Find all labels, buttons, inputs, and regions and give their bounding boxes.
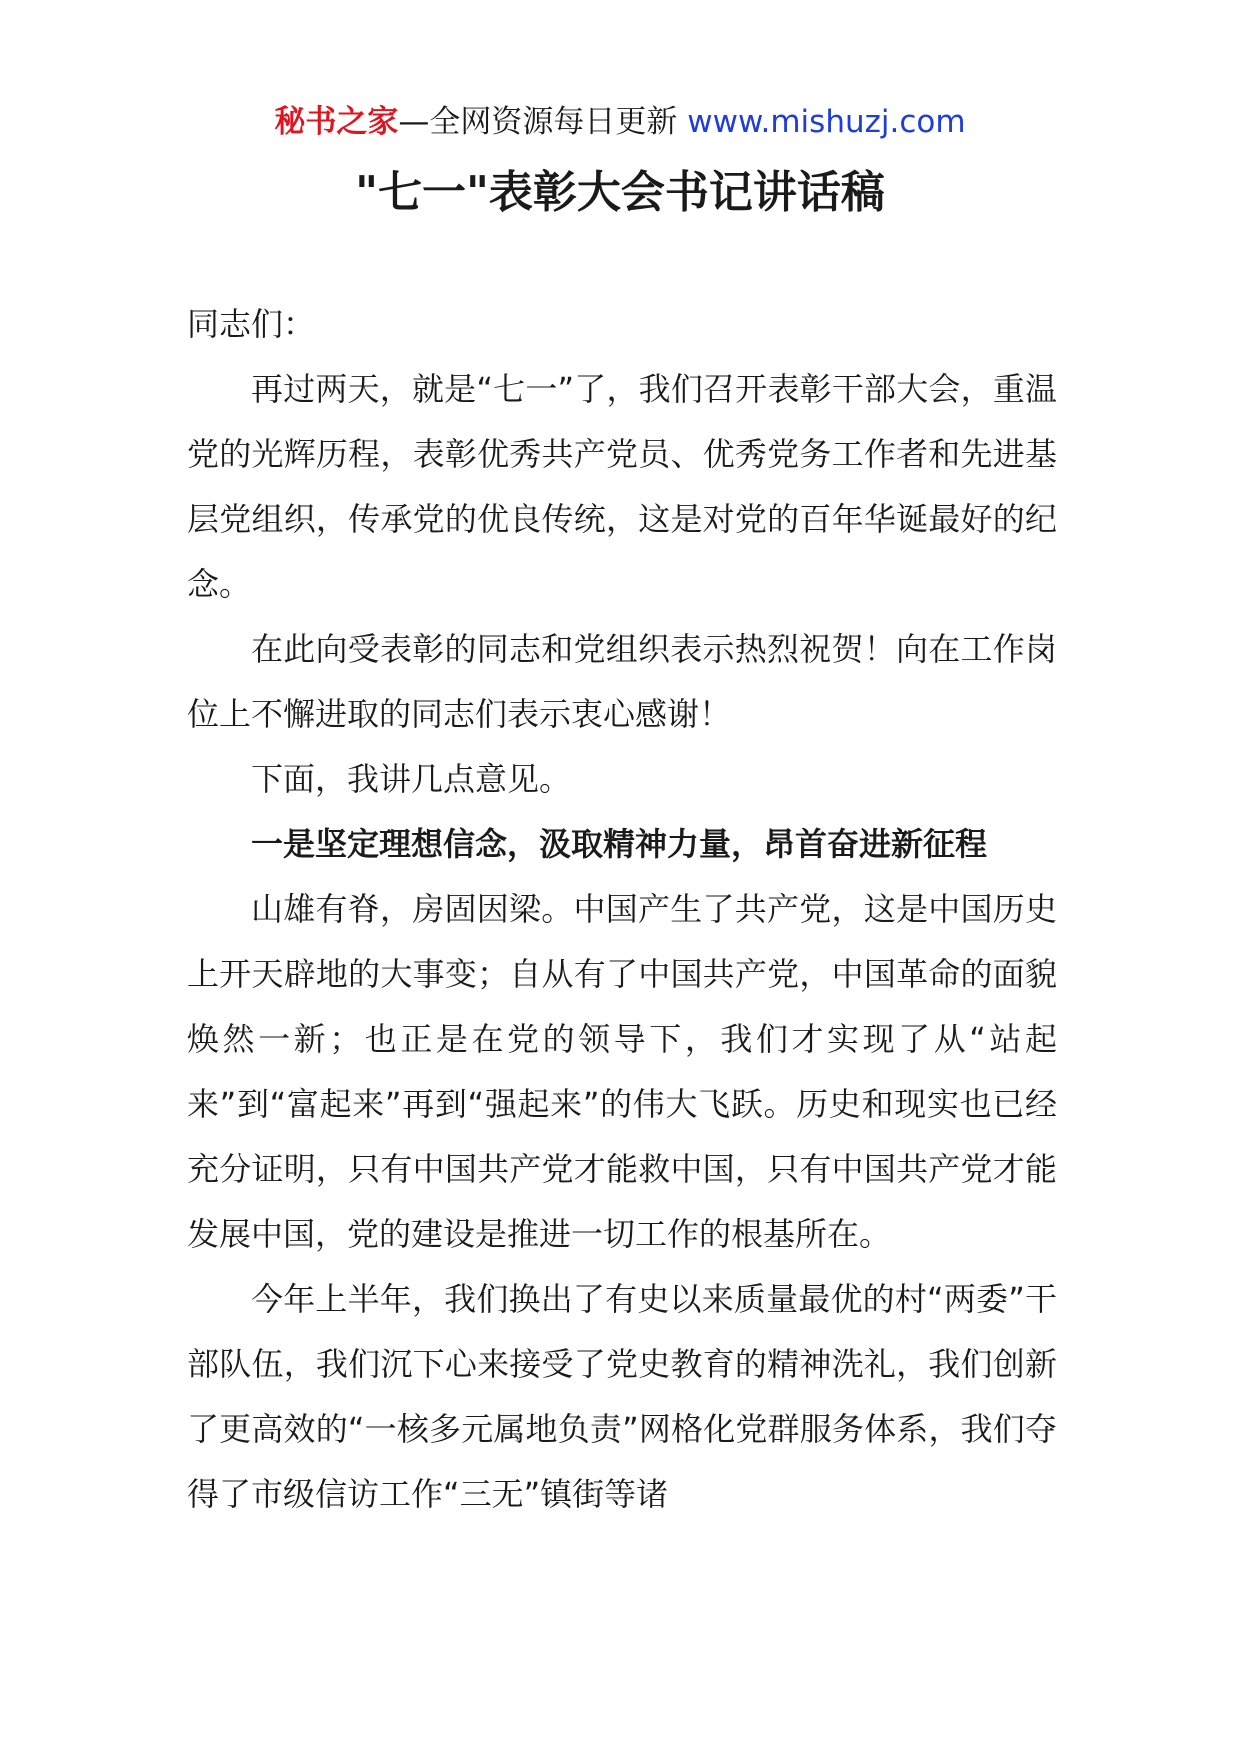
body-paragraph: 今年上半年，我们换出了有史以来质量最优的村“两委”干部队伍，我们沉下心来接受了党史教育的精神洗礼，我们创新了更高效的“一核多元属地负责”网格化党群服务体系，我们夺得了市级信访工作“三无”镇街等诸 [187, 1280, 1057, 1513]
body-paragraph: 在此向受表彰的同志和党组织表示热烈祝贺！向在工作岗位上不懈进取的同志们表示衷心感谢！ [187, 630, 1057, 733]
header-tagline: —全网资源每日更新 [398, 104, 688, 140]
document-body [187, 292, 1057, 1527]
brand-name: 秘书之家 [274, 104, 399, 140]
body-paragraph: 下面，我讲几点意见。 [251, 760, 572, 798]
body-paragraph: 再过两天，就是“七一”了，我们召开表彰干部大会，重温党的光辉历程，表彰优秀共产党员、优秀党务工作者和先进基层党组织，传承党的优良传统，这是对党的百年华诞最好的纪念。 [187, 370, 1057, 603]
body-paragraph: 山雄有脊，房固因梁。中国产生了共产党，这是中国历史上开天辟地的大事变；自从有了中国共产党，中国革命的面貌焕然一新；也正是在党的领导下，我们才实现了从“站起来”到“富起来”再到“强起来”的伟大飞跃。历史和现实也已经充分证明，只有中国共产党才能救中国，只有中国共产党才能发展中国，党的建设是推进一切工作的根基所在。 [187, 890, 1057, 1253]
salutation: 同志们： [187, 305, 316, 343]
document-title: "七一"表彰大会书记讲话稿 [355, 167, 885, 218]
site-header [0, 100, 1240, 144]
section-heading: 一是坚定理想信念，汲取精神力量，昂首奋进新征程 [251, 825, 988, 863]
site-url-link[interactable]: www.mishuzj.com [687, 104, 966, 140]
